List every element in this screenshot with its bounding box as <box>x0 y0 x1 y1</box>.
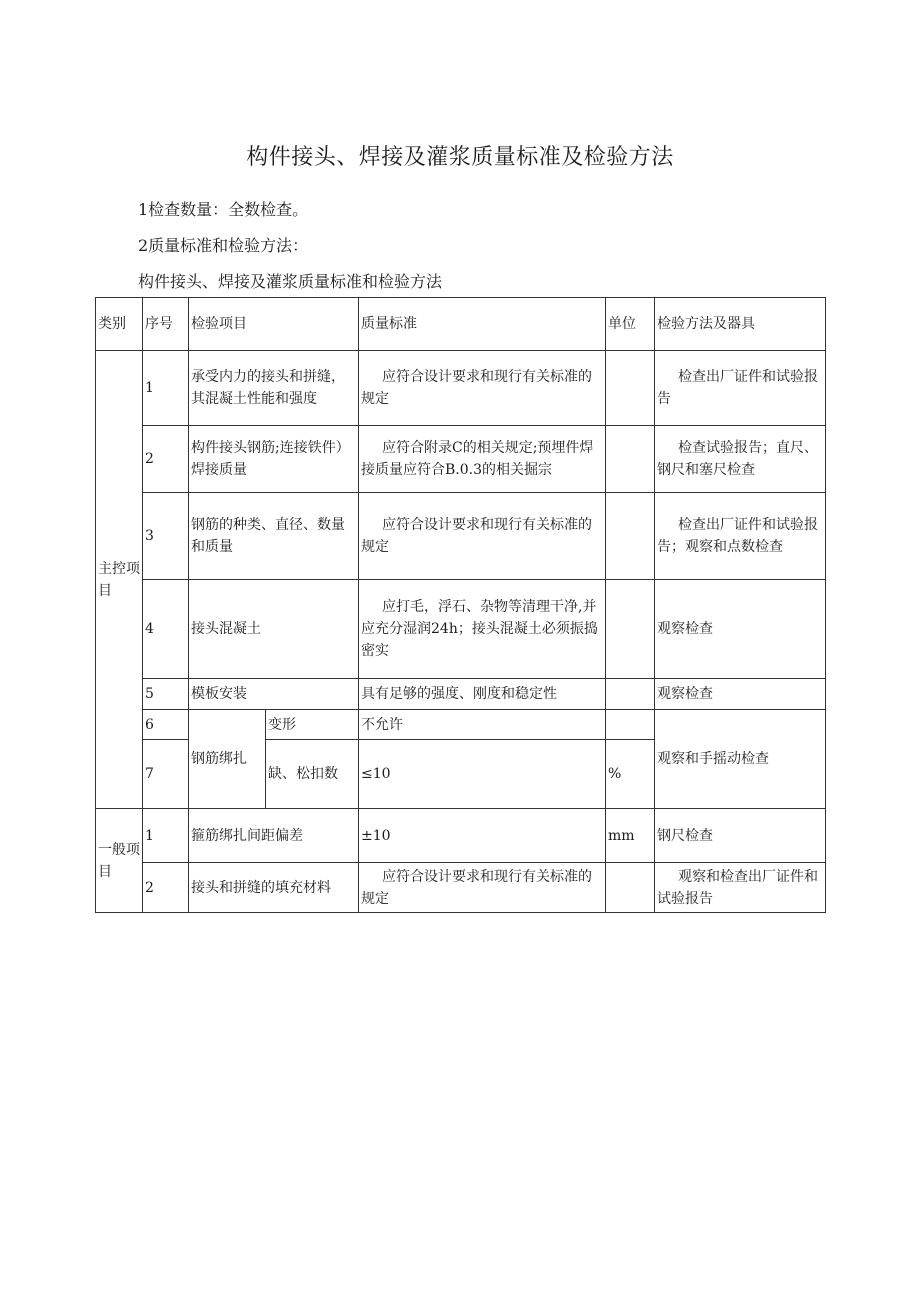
table-row <box>96 426 826 493</box>
row-method: 观察检查 <box>655 580 826 679</box>
row-no: 1 <box>143 351 189 426</box>
row-unit <box>606 580 655 679</box>
row-item: 模板安装 <box>189 679 359 710</box>
row-item: 构件接头钢筋;连接铁件）焊接质量 <box>189 426 359 493</box>
row-item: 钢筋的种类、直径、数量和质量 <box>189 493 359 580</box>
table-row <box>96 809 826 863</box>
header-item: 检验项目 <box>189 298 359 351</box>
row-standard: 应符合附录C的相关规定;预埋件焊接质量应符合B.0.3的相关掘宗 <box>359 426 606 493</box>
row-sub-item: 缺、松扣数 <box>266 740 359 809</box>
row-unit: % <box>606 740 655 809</box>
category-general: 一般项目 <box>96 809 143 913</box>
row-unit: mm <box>606 809 655 863</box>
row-item: 接头和拼缝的填充材料 <box>189 863 359 913</box>
row-no: 3 <box>143 493 189 580</box>
table-row <box>96 679 826 710</box>
document-title: 构件接头、焊接及灌浆质量标准及检验方法 <box>246 145 674 170</box>
rebar-group-label: 钢筋绑扎 <box>189 710 266 809</box>
row-standard: 具有足够的强度、刚度和稳定性 <box>359 679 606 710</box>
row-method: 观察检查 <box>655 679 826 710</box>
row-no: 5 <box>143 679 189 710</box>
row-method: 检查出厂证件和试验报告；观察和点数检查 <box>655 493 826 580</box>
row-no: 1 <box>143 809 189 863</box>
row-standard: ±10 <box>359 809 606 863</box>
table-caption: 构件接头、焊接及灌浆质量标准和检验方法 <box>138 272 443 291</box>
table-header-row <box>96 298 826 351</box>
row-method: 检查出厂证件和试验报告 <box>655 351 826 426</box>
row-unit <box>606 679 655 710</box>
row-item: 箍筋绑扎间距偏差 <box>189 809 359 863</box>
rebar-method: 观察和手摇动检查 <box>655 710 826 809</box>
table-row <box>96 351 826 426</box>
row-no: 2 <box>143 426 189 493</box>
row-no: 2 <box>143 863 189 913</box>
table-row <box>96 710 826 740</box>
row-unit <box>606 863 655 913</box>
row-sub-item: 变形 <box>266 710 359 740</box>
header-unit: 单位 <box>606 298 655 351</box>
header-category: 类别 <box>96 298 143 351</box>
row-unit <box>606 426 655 493</box>
row-method: 检查试验报告；直尺、钢尺和塞尺检查 <box>655 426 826 493</box>
row-standard: 应符合设计要求和现行有关标准的规定 <box>359 863 606 913</box>
row-standard: ≤10 <box>359 740 606 809</box>
inspection-quantity-text: 1检查数量：全数检查。 <box>138 200 309 219</box>
row-no: 6 <box>143 710 189 740</box>
row-no: 7 <box>143 740 189 809</box>
row-standard: 不允许 <box>359 710 606 740</box>
row-standard: 应符合设计要求和现行有关标准的规定 <box>359 493 606 580</box>
header-method: 检验方法及器具 <box>655 298 826 351</box>
row-unit <box>606 710 655 740</box>
row-no: 4 <box>143 580 189 679</box>
row-unit <box>606 493 655 580</box>
header-no: 序号 <box>143 298 189 351</box>
quality-standard-table <box>95 297 826 913</box>
table-row <box>96 863 826 913</box>
table-row <box>96 493 826 580</box>
row-item: 承受内力的接头和拼缝，其混凝土性能和强度 <box>189 351 359 426</box>
standard-method-heading: 2质量标准和检验方法： <box>138 236 309 255</box>
row-method: 钢尺检查 <box>655 809 826 863</box>
row-item: 接头混凝土 <box>189 580 359 679</box>
header-standard: 质量标准 <box>359 298 606 351</box>
row-unit <box>606 351 655 426</box>
row-standard: 应打毛，浮石、杂物等清理干净,并应充分湿润24h；接头混凝土必须振捣密实 <box>359 580 606 679</box>
table-row <box>96 580 826 679</box>
row-method: 观察和检查出厂证件和试验报告 <box>655 863 826 913</box>
row-standard: 应符合设计要求和现行有关标准的规定 <box>359 351 606 426</box>
category-main-control: 主控项目 <box>96 351 143 809</box>
